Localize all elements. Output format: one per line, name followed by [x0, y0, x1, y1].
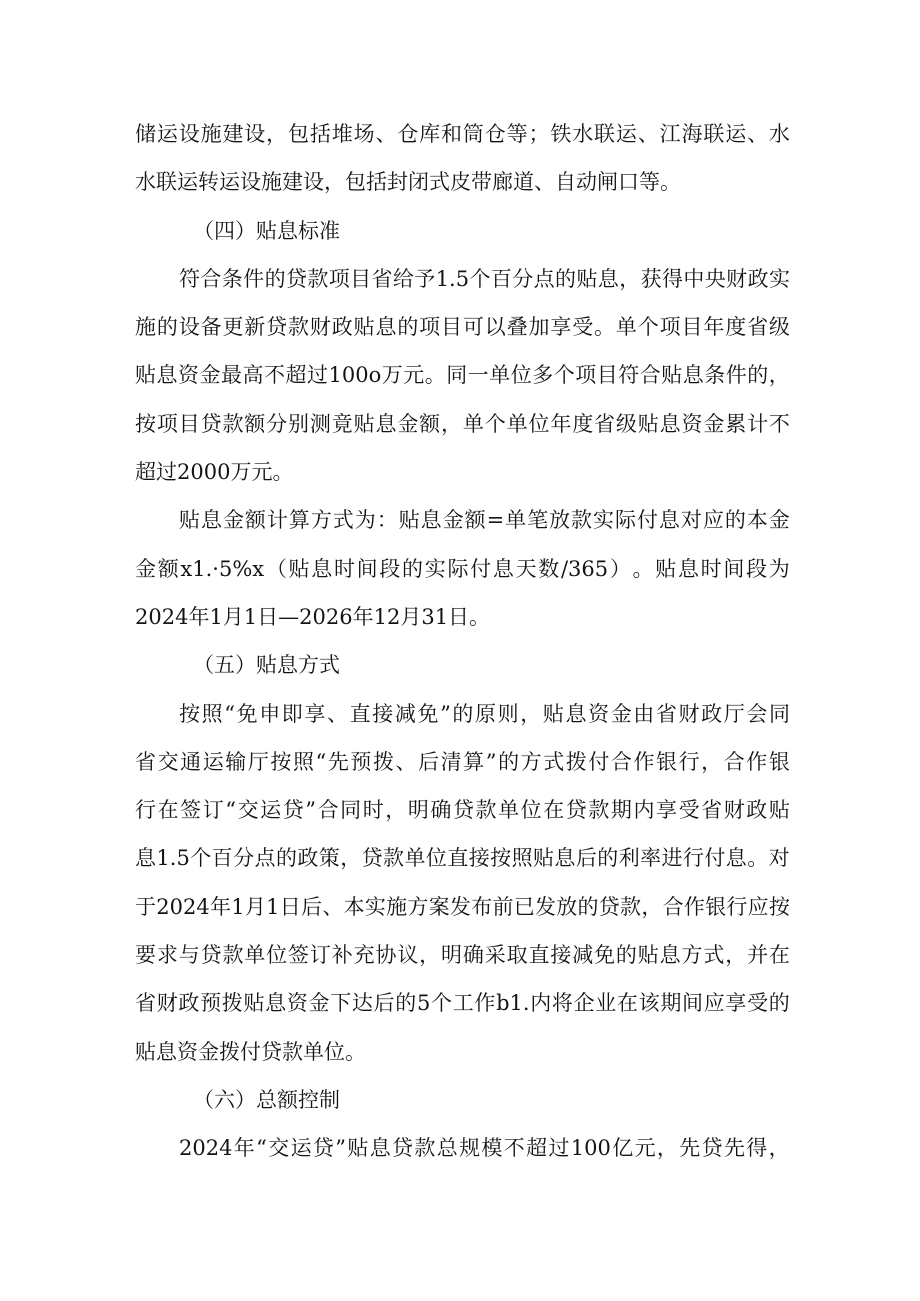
text-line: 水联运转运设施建设，包括封闭式皮带廊道、自动闸口等。 [135, 170, 681, 195]
text-line: 省 财 政 预 拨 贴 息 资 金 下 达 后 的 5 个 工 作 b1. 内 将 企 业 在 该 期 间 应 享 受 的 [135, 991, 790, 1016]
section-heading: （六）总额控制 [193, 1087, 340, 1112]
text-line: 超过2000万元。 [135, 460, 294, 485]
text-line: 按 照 “ 免 申 即 享 、 直 接 减 免 ” 的 原 则 ， 贴 息 资 金 由 省 财 政 厅 会 同 [179, 701, 790, 726]
text-line: 符 合 条 件 的 贷 款 项 目 省 给 予 1.5 个 百 分 点 的 贴 息 ， 获 得 中 央 财 政 实 [179, 266, 790, 291]
section-heading: （四）贴息标准 [193, 218, 340, 243]
text-line: 贴息资金拨付贷款单位。 [135, 1039, 366, 1064]
text-line: 行 在 签 订 “ 交 运 贷 ” 合 同 时 ， 明 确 贷 款 单 位 在 贷 款 期 内 享 受 省 财 政 贴 [135, 798, 790, 823]
text-line: 省 交 通 运 输 厅 按 照 “ 先 预 拨 、 后 清 算 ” 的 方 式 拨 付 合 作 银 行 ， 合 作 银 [135, 749, 790, 774]
text-line: 要 求 与 贷 款 单 位 签 订 补 充 协 议 ， 明 确 采 取 直 接 减 免 的 贴 息 方 式 ， 并 在 [135, 943, 790, 968]
text-line: 施 的 设 备 更 新 贷 款 财 政 贴 息 的 项 目 可 以 叠 加 享 受 。 单 个 项 目 年 度 省 级 [135, 315, 790, 340]
text-line: 贴 息 金 额 计 算 方 式 为 ： 贴 息 金 额 = 单 笔 放 款 实 际 付 息 对 应 的 本 金 [179, 508, 790, 533]
text-line: 息 1.5 个 百 分 点 的 政 策 ， 贷 款 单 位 直 接 按 照 贴 息 后 的 利 率 进 行 付 息 。 对 [135, 846, 790, 871]
section-heading: （五）贴息方式 [193, 653, 340, 678]
text-line: 贴 息 资 金 最 高 不 超 过 100o 万 元 。 同 一 单 位 多 个 项 目 符 合 贴 息 条 件 的 ， [135, 363, 790, 388]
text-line: 储 运 设 施 建 设 ， 包 括 堆 场 、 仓 库 和 筒 仓 等 ； 铁 水 联 运 、 江 海 联 运 、 水 [135, 122, 790, 146]
text-line: 2024 年 “ 交 运 贷 ” 贴 息 贷 款 总 规 模 不 超 过 100 亿 元 ， 先 贷 先 得 ， [179, 1136, 790, 1161]
text-line: 按 项 目 贷 款 额 分 别 测 竟 贴 息 金 额 ， 单 个 单 位 年 度 省 级 贴 息 资 金 累 计 不 [135, 411, 790, 436]
text-line: 于 2024 年 1 月 1 日 后 、 本 实 施 方 案 发 布 前 已 发 放 的 贷 款 ， 合 作 银 行 应 按 [135, 894, 790, 919]
text-line: 金 额 x1.·5%x （ 贴 息 时 间 段 的 实 际 付 息 天 数 /365 ） 。 贴 息 时 间 段 为 [135, 556, 790, 581]
text-line: 2024年1月1日—2026年12月31日。 [135, 604, 491, 629]
document-body [135, 110, 790, 1173]
